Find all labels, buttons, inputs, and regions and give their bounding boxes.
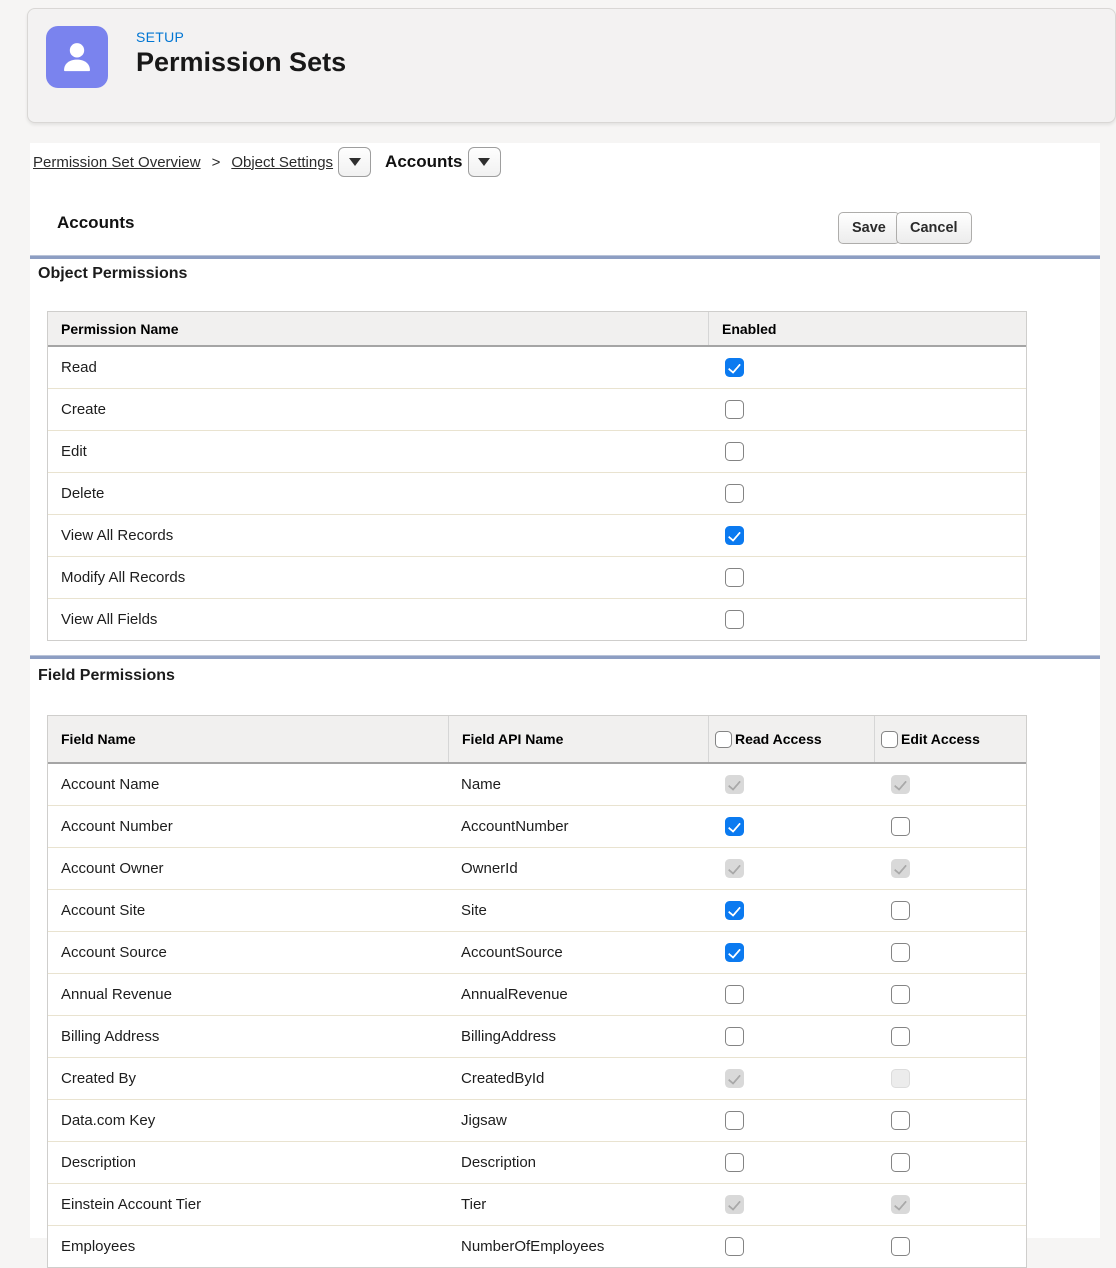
table-header-row — [48, 716, 1026, 764]
edit-access-cell — [874, 1100, 1026, 1141]
object-heading: Accounts — [57, 213, 135, 232]
read-access-checkbox — [725, 1195, 744, 1214]
edit-access-checkbox[interactable] — [891, 985, 910, 1004]
caret-down-icon — [349, 158, 361, 166]
column-header-field-name: Field Name — [61, 731, 136, 747]
read-access-checkbox[interactable] — [725, 817, 744, 836]
table-row — [48, 514, 1026, 556]
enabled-checkbox[interactable] — [725, 400, 744, 419]
permission-name-cell: Modify All Records — [61, 569, 186, 586]
field-permissions-tbody — [48, 764, 1026, 1267]
page-title: Permission Sets — [136, 47, 347, 77]
read-access-checkbox[interactable] — [725, 901, 744, 920]
edit-access-checkbox — [891, 1195, 910, 1214]
field-api-name-cell: Name — [461, 776, 502, 793]
edit-access-cell — [874, 764, 1026, 805]
edit-access-select-all-checkbox[interactable] — [881, 731, 898, 748]
table-row — [48, 805, 1026, 847]
object-permissions-tbody — [48, 347, 1026, 640]
field-api-name-cell: BillingAddress — [461, 1028, 557, 1045]
table-row — [48, 1015, 1026, 1057]
field-name-cell: Description — [61, 1154, 137, 1171]
user-icon — [56, 36, 98, 78]
read-access-checkbox[interactable] — [725, 1111, 744, 1130]
edit-access-cell — [874, 890, 1026, 931]
caret-down-icon — [478, 158, 490, 166]
column-header-enabled: Enabled — [708, 312, 1026, 345]
table-row — [48, 889, 1026, 931]
read-access-checkbox[interactable] — [725, 1027, 744, 1046]
edit-access-checkbox[interactable] — [891, 943, 910, 962]
setup-header-card — [27, 8, 1116, 123]
read-access-checkbox — [725, 775, 744, 794]
read-access-select-all-checkbox[interactable] — [715, 731, 732, 748]
edit-access-checkbox[interactable] — [891, 1027, 910, 1046]
enabled-cell — [708, 515, 1026, 556]
read-access-checkbox[interactable] — [725, 985, 744, 1004]
field-permissions-heading: Field Permissions — [38, 667, 175, 684]
read-access-checkbox[interactable] — [725, 1237, 744, 1256]
content-panel — [30, 143, 1100, 1255]
section-divider — [30, 655, 1100, 659]
field-api-name-cell: AnnualRevenue — [461, 986, 568, 1003]
read-access-cell — [708, 1184, 874, 1225]
column-header-edit-access — [874, 716, 1026, 762]
table-row — [48, 1057, 1026, 1099]
read-access-cell — [708, 932, 874, 973]
field-api-name-cell: Description — [461, 1154, 537, 1171]
table-row — [48, 1141, 1026, 1183]
field-name-cell: Account Number — [61, 818, 173, 835]
table-row — [48, 764, 1026, 805]
read-access-cell — [708, 1100, 874, 1141]
enabled-checkbox[interactable] — [725, 442, 744, 461]
breadcrumb-object-settings-link[interactable]: Object Settings — [231, 153, 334, 171]
enabled-checkbox[interactable] — [725, 568, 744, 587]
edit-access-label: Edit Access — [901, 731, 980, 747]
read-access-cell — [708, 890, 874, 931]
save-button[interactable]: Save — [838, 212, 900, 244]
field-name-cell: Account Name — [61, 776, 160, 793]
edit-access-cell — [874, 1226, 1026, 1267]
enabled-cell — [708, 557, 1026, 598]
edit-access-checkbox — [891, 775, 910, 794]
field-api-name-cell: AccountSource — [461, 944, 563, 961]
read-access-checkbox[interactable] — [725, 1153, 744, 1172]
field-api-name-cell: Jigsaw — [461, 1112, 507, 1129]
table-row — [48, 847, 1026, 889]
breadcrumb-permission-set-overview-link[interactable]: Permission Set Overview — [33, 153, 201, 171]
table-row — [48, 472, 1026, 514]
read-access-label: Read Access — [735, 731, 822, 747]
permission-name-cell: Edit — [61, 443, 87, 460]
enabled-cell — [708, 389, 1026, 430]
edit-access-checkbox[interactable] — [891, 1111, 910, 1130]
permission-name-cell: Create — [61, 401, 107, 418]
breadcrumb — [33, 146, 501, 178]
table-row — [48, 388, 1026, 430]
read-access-cell — [708, 1058, 874, 1099]
edit-access-checkbox[interactable] — [891, 1237, 910, 1256]
permission-name-cell: View All Fields — [61, 611, 158, 628]
column-header-read-access — [708, 716, 874, 762]
table-row — [48, 347, 1026, 388]
enabled-checkbox[interactable] — [725, 526, 744, 545]
object-permissions-heading: Object Permissions — [38, 265, 188, 282]
field-name-cell: Account Owner — [61, 860, 164, 877]
table-header-row — [48, 312, 1026, 347]
read-access-cell — [708, 974, 874, 1015]
edit-access-cell — [874, 1184, 1026, 1225]
field-name-cell: Account Source — [61, 944, 167, 961]
enabled-cell — [708, 599, 1026, 640]
edit-access-checkbox[interactable] — [891, 901, 910, 920]
edit-access-cell — [874, 974, 1026, 1015]
breadcrumb-separator: > — [211, 153, 221, 171]
table-row — [48, 1183, 1026, 1225]
edit-access-cell — [874, 1142, 1026, 1183]
read-access-cell — [708, 1226, 874, 1267]
field-name-cell: Annual Revenue — [61, 986, 172, 1003]
field-api-name-cell: NumberOfEmployees — [461, 1238, 605, 1255]
field-api-name-cell: Site — [461, 902, 487, 919]
read-access-checkbox — [725, 1069, 744, 1088]
table-row — [48, 973, 1026, 1015]
field-name-cell: Created By — [61, 1070, 137, 1087]
enabled-cell — [708, 431, 1026, 472]
setup-eyebrow: SETUP — [136, 29, 185, 45]
field-api-name-cell: Tier — [461, 1196, 487, 1213]
permission-name-cell: Read — [61, 359, 97, 376]
edit-access-cell — [874, 1016, 1026, 1057]
permission-sets-icon — [46, 26, 108, 88]
field-name-cell: Billing Address — [61, 1028, 160, 1045]
read-access-cell — [708, 764, 874, 805]
read-access-cell — [708, 806, 874, 847]
edit-access-cell — [874, 1058, 1026, 1099]
edit-access-cell — [874, 806, 1026, 847]
read-access-checkbox — [725, 859, 744, 878]
edit-access-cell — [874, 848, 1026, 889]
accounts-dropdown-button[interactable] — [468, 147, 501, 177]
table-row — [48, 1225, 1026, 1267]
enabled-checkbox[interactable] — [725, 358, 744, 377]
edit-access-checkbox — [891, 1069, 910, 1088]
field-api-name-cell: OwnerId — [461, 860, 518, 877]
table-row — [48, 598, 1026, 640]
read-access-checkbox[interactable] — [725, 943, 744, 962]
table-row — [48, 430, 1026, 472]
column-header-permission-name: Permission Name — [61, 320, 179, 337]
column-header-field-api-name: Field API Name — [448, 716, 708, 762]
table-row — [48, 556, 1026, 598]
enabled-checkbox[interactable] — [725, 484, 744, 503]
edit-access-checkbox[interactable] — [891, 1153, 910, 1172]
enabled-cell — [708, 347, 1026, 388]
edit-access-cell — [874, 932, 1026, 973]
enabled-checkbox[interactable] — [725, 610, 744, 629]
section-divider — [30, 255, 1100, 259]
permission-name-cell: Delete — [61, 485, 105, 502]
field-permissions-table — [47, 715, 1027, 1268]
field-name-cell: Einstein Account Tier — [61, 1196, 202, 1213]
read-access-cell — [708, 848, 874, 889]
field-name-cell: Employees — [61, 1238, 136, 1255]
table-row — [48, 931, 1026, 973]
field-api-name-cell: AccountNumber — [461, 818, 569, 835]
read-access-cell — [708, 1016, 874, 1057]
permission-name-cell: View All Records — [61, 527, 174, 544]
edit-access-checkbox[interactable] — [891, 817, 910, 836]
object-settings-dropdown-button[interactable] — [338, 147, 371, 177]
object-permissions-table — [47, 311, 1027, 641]
edit-access-checkbox — [891, 859, 910, 878]
field-name-cell: Data.com Key — [61, 1112, 156, 1129]
enabled-cell — [708, 473, 1026, 514]
breadcrumb-current-object: Accounts — [385, 152, 463, 171]
field-api-name-cell: CreatedById — [461, 1070, 545, 1087]
table-row — [48, 1099, 1026, 1141]
cancel-button[interactable]: Cancel — [896, 212, 972, 244]
field-name-cell: Account Site — [61, 902, 146, 919]
read-access-cell — [708, 1142, 874, 1183]
